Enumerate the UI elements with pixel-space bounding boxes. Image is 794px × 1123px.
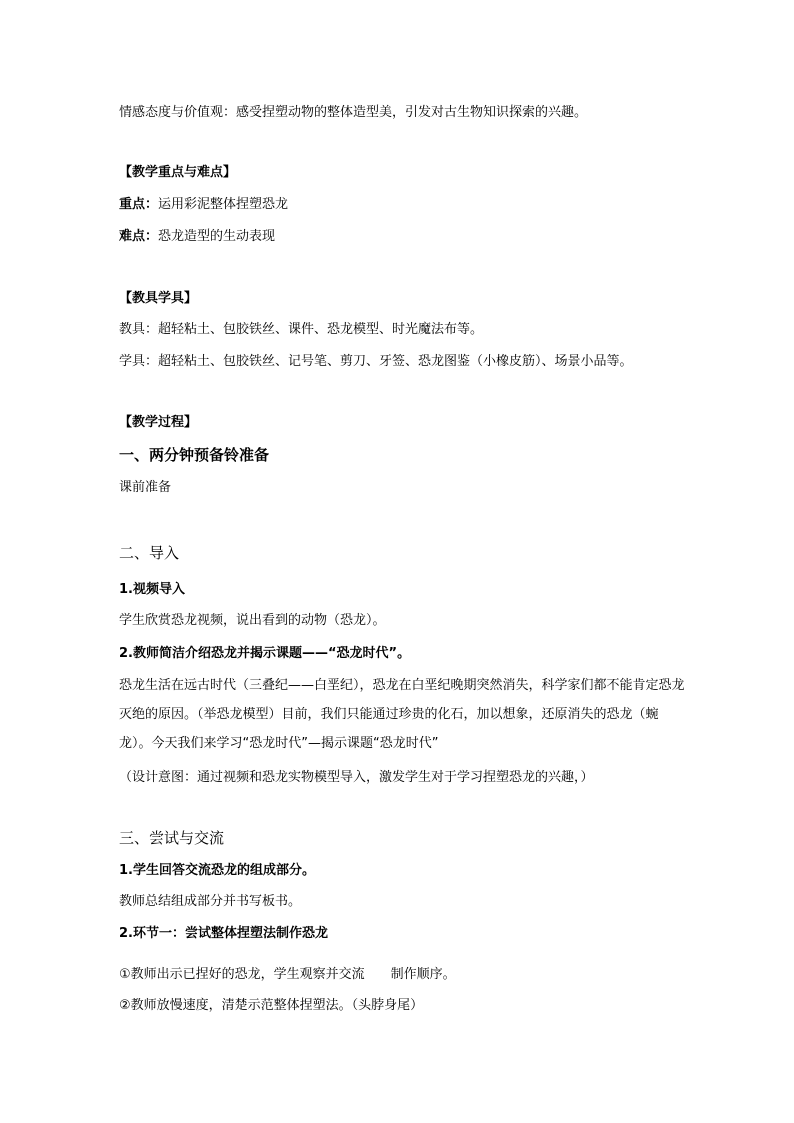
emotion-goal-label: 情感态度与价值观： — [119, 105, 237, 120]
difficulty-label: 难点： — [119, 229, 159, 244]
section-1-title: 一、两分钟预备铃准备 — [119, 446, 270, 464]
emotion-goal-line — [119, 104, 587, 122]
difficulty-text: 恐龙造型的生动表现 — [158, 229, 276, 244]
section-3-2-step-b: ②教师放慢速度，清楚示范整体捏塑法。（头脖身尾） — [119, 998, 424, 1013]
section-3-1-text: 教师总结组成部分并书写板书。 — [119, 894, 302, 909]
emotion-goal-text: 感受捏塑动物的整体造型美，引发对古生物知识探索的兴趣。 — [236, 105, 588, 120]
section-2-title: 二、导入 — [119, 544, 180, 562]
section-3-1-title: 1.学生回答交流恐龙的组成部分。 — [119, 863, 315, 878]
section-2-1-text: 学生欣赏恐龙视频，说出看到的动物（恐龙）。 — [119, 613, 386, 628]
materials-heading: 【教具学具】 — [119, 291, 198, 306]
key-point-line — [119, 196, 288, 214]
difficulty-line — [119, 228, 275, 246]
section-2-2-title: 2.教师简洁介绍恐龙并揭示课题——“恐龙时代”。 — [119, 646, 411, 661]
section-3-title: 三、尝试与交流 — [119, 829, 225, 847]
process-heading: 【教学过程】 — [119, 415, 198, 430]
section-2-2-paragraph: 恐龙生活在远古时代（三叠纪——白垩纪），恐龙在白垩纪晚期突然消失，科学家们都不能肯定恐龙灭绝的原因。（举恐龙模型）目前，我们只能通过珍贵的化石，加以想象，还原消失的恐龙（蜿龙）。今天我们来学习“恐龙时代”—揭示课题“恐龙时代” — [119, 678, 685, 751]
section-2-design-intent: （设计意图：通过视频和恐龙实物模型导入，激发学生对于学习捏塑恐龙的兴趣，） — [119, 770, 594, 785]
key-points-heading: 【教学重点与难点】 — [119, 165, 237, 180]
section-3-2-step-a: ①教师出示已捏好的恐龙，学生观察并交流 制作顺序。 — [119, 967, 456, 982]
student-materials: 学具：超轻粘土、包胶铁丝、记号笔、剪刀、牙签、恐龙图鉴（小橡皮筋）、场景小品等。 — [119, 354, 633, 369]
section-1-text: 课前准备 — [119, 480, 172, 495]
section-2-1-title: 1.视频导入 — [119, 582, 185, 597]
key-point-label: 重点： — [119, 197, 159, 212]
key-point-text: 运用彩泥整体捏塑恐龙 — [158, 197, 289, 212]
section-3-2-title: 2.环节一：尝试整体捏塑法制作恐龙 — [119, 926, 328, 941]
teacher-materials: 教具：超轻粘土、包胶铁丝、课件、恐龙模型、时光魔法布等。 — [119, 322, 484, 337]
